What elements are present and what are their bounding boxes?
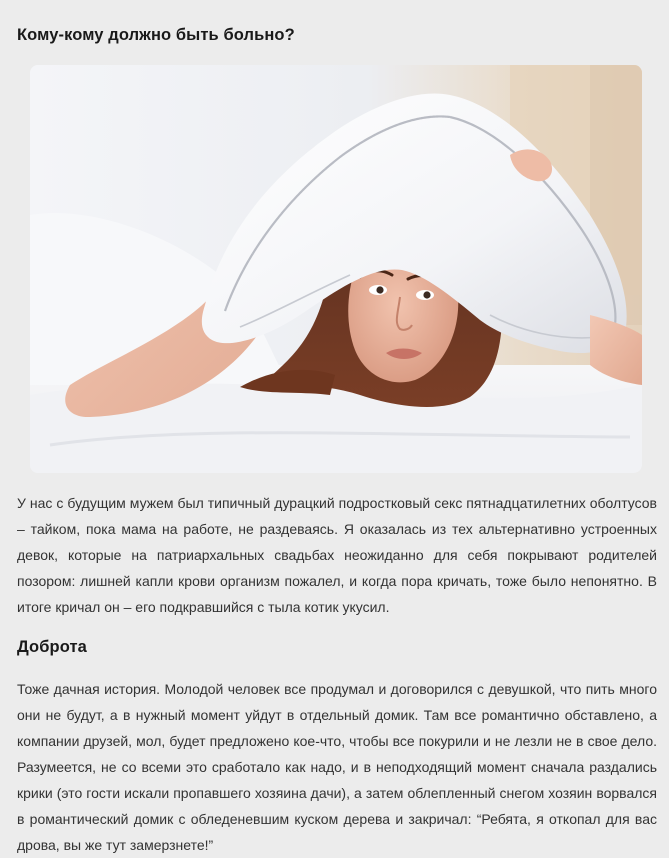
section-heading-kindness: Доброта: [17, 638, 87, 656]
article-photo: [30, 65, 642, 473]
woman-pillow-illustration: [30, 65, 642, 473]
paragraph-kindness: Тоже дачная история. Молодой человек все продумал и договорился с девушкой, что пить много они не будут, а в нужный момент уйдут в отдельный домик. Там все романтично обставлено, а компании друзей, мол, будет предложено кое-что, чтобы все покурили и не лезли не в свое дело. Разумеется, не со всеми это сработало как надо, и в неподходящий момент сначала раздались крики (это гости искали пропавшего хозяина дачи), а затем облепленный снегом хозяин ворвался в романтический домик с обледеневшим куском дерева и закричал: “Ребята, я откопал для вас дрова, вы же тут замерзнете!”: [17, 681, 657, 853]
section-heading-pain: Кому-кому должно быть больно?: [17, 26, 295, 44]
paragraph-pain: У нас с будущим мужем был типичный дурацкий подростковый секс пятнадцатилетних оболтусов – тайком, пока мама на работе, не раздеваясь. Я оказалась из тех альтернативно устроенных девок, которые на патриархальных свадьбах неожиданно для себя покрывают родителей позором: лишней капли крови организм пожалел, и когда пора кричать, тоже было непонятно. В итоге кричал он – его подкравшийся с тыла котик укусил.: [17, 495, 657, 615]
